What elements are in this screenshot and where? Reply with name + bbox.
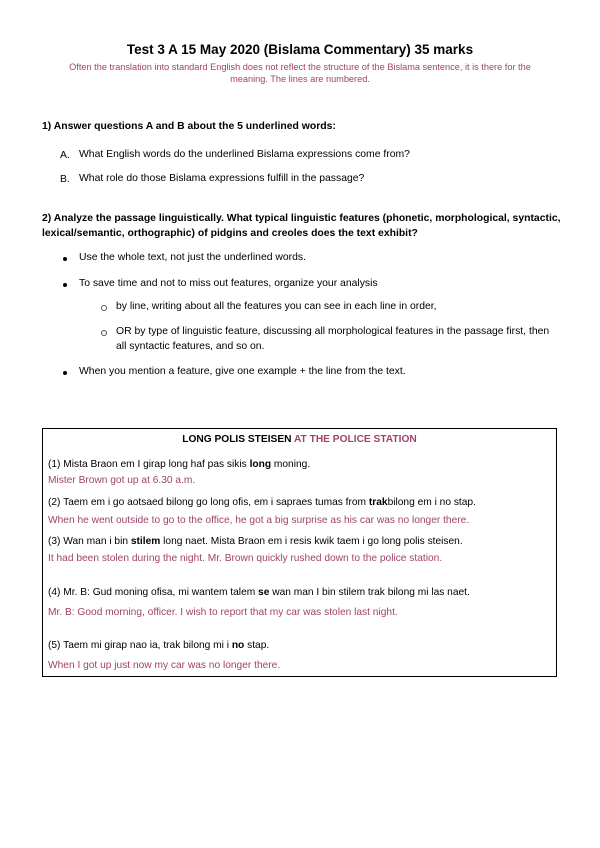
bullet-icon <box>63 283 67 287</box>
question-1-heading: 1) Answer questions A and B about the 5 underlined words: <box>42 121 336 132</box>
question-1b: What role do those Bislama expressions fulfill in the passage? <box>79 173 365 184</box>
bullet-item: When you mention a feature, give one example + the line from the text. <box>79 366 406 377</box>
translation-line-5: When I got up just now my car was no longer there. <box>48 660 281 671</box>
bullet-icon <box>63 257 67 261</box>
passage-title-english: AT THE POLICE STATION <box>293 434 417 445</box>
list-marker: A. <box>60 150 70 161</box>
translation-line-4: Mr. B: Good morning, officer. I wish to report that my car was stolen last night. <box>48 607 398 618</box>
underlined-word: trak <box>368 497 388 508</box>
passage-line-4: (4) Mr. B: Gud moning ofisa, mi wantem talem se wan man I bin stilem trak bilong mi las naet. <box>48 587 470 598</box>
translation-line-1: Mister Brown got up at 6.30 a.m. <box>48 475 196 486</box>
sub-bullet-item: by line, writing about all the features you can see in each line in order, <box>116 301 437 312</box>
passage-title-bislama: LONG POLIS STEISEN <box>182 434 292 445</box>
sub-bullet-item: OR by type of linguistic feature, discussing all morphological features in the passage first, then all syntactic features, and so on. <box>116 326 550 352</box>
translation-note: Often the translation into standard English does not reflect the structure of the Bislama sentence, it is there for the meaning. The lines are numbered. <box>69 62 531 84</box>
sub-bullet-icon <box>101 330 107 336</box>
underlined-word: stilem <box>130 536 161 547</box>
question-2-heading: 2) Analyze the passage linguistically. What typical linguistic features (phonetic, morphological, syntactic, lexical/semantic, orthographic) of pidgins and creoles does the text exhibit? <box>42 213 561 239</box>
bullet-icon <box>63 371 67 375</box>
sub-bullet-icon <box>101 305 107 311</box>
underlined-word: no <box>231 640 245 651</box>
underlined-word: se <box>258 587 270 598</box>
passage-line-3: (3) Wan man i bin stilem long naet. Mista Braon em i resis kwik taem i go long polis steisen. <box>48 536 463 547</box>
question-1a: What English words do the underlined Bislama expressions come from? <box>79 149 410 160</box>
translation-line-2: When he went outside to go to the office, he got a big surprise as his car was no longer there. <box>48 515 470 526</box>
list-marker: B. <box>60 174 70 185</box>
passage-title <box>42 434 557 445</box>
translation-line-3: It had been stolen during the night. Mr. Brown quickly rushed down to the police station. <box>48 553 443 564</box>
passage-line-1: (1) Mista Braon em I girap long haf pas sikis long moning. <box>48 459 311 470</box>
passage-line-2: (2) Taem em i go aotsaed bilong go long ofis, em i sapraes tumas from trakbilong em i no stap. <box>48 497 476 508</box>
page-title: Test 3 A 15 May 2020 (Bislama Commentary) 35 marks <box>126 42 474 57</box>
underlined-word: long <box>249 459 272 470</box>
passage-line-5: (5) Taem mi girap nao ia, trak bilong mi i no stap. <box>48 640 270 651</box>
bullet-item: To save time and not to miss out features, organize your analysis <box>79 278 378 289</box>
bullet-item: Use the whole text, not just the underlined words. <box>79 252 306 263</box>
